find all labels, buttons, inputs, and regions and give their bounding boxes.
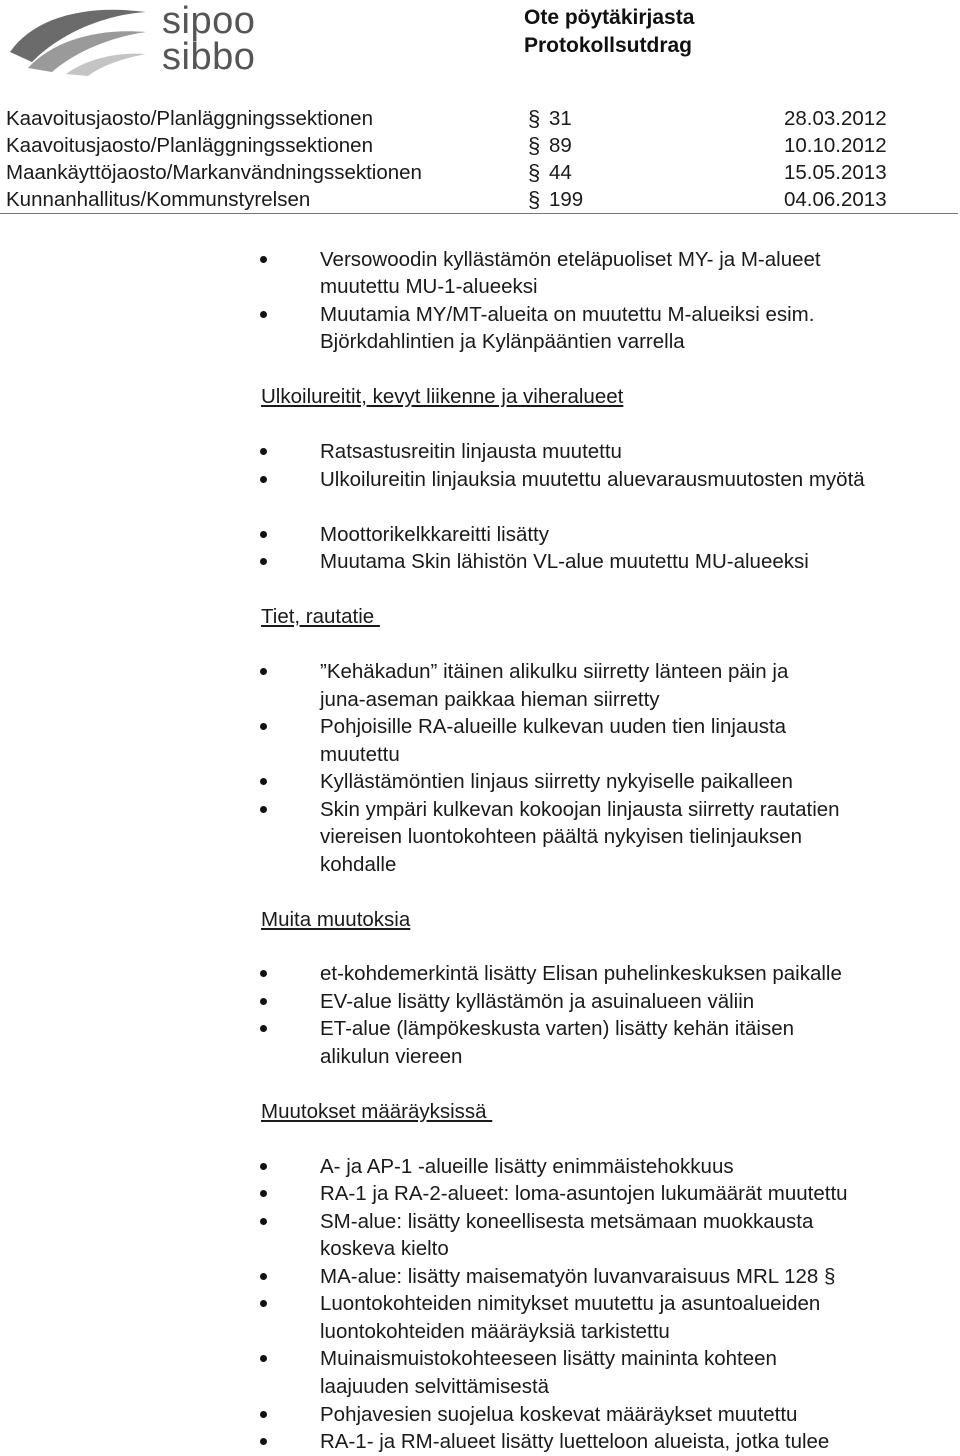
meeting-row bbox=[6, 105, 946, 132]
bullet-icon bbox=[260, 778, 267, 785]
list-item-line: RA-1 ja RA-2-alueet: loma-asuntojen lukumäärät muutettu bbox=[320, 1182, 848, 1205]
meeting-date: 15.05.2013 bbox=[784, 161, 887, 184]
bullet-icon bbox=[260, 1218, 267, 1225]
bullet-icon bbox=[260, 970, 267, 977]
header-divider bbox=[0, 213, 958, 214]
list-item-line: SM-alue: lisätty koneellisesta metsämaan muokkausta bbox=[320, 1210, 814, 1233]
list-item-line: Björkdahlintien ja Kylänpääntien varrella bbox=[320, 330, 685, 353]
list-item-line: laajuuden selvittämisestä bbox=[320, 1375, 550, 1398]
meeting-row bbox=[6, 186, 946, 213]
list-item-line: Pohjoisille RA-alueille kulkevan uuden tien linjausta bbox=[320, 715, 787, 738]
list-item-line: et-kohdemerkintä lisätty Elisan puhelinkeskuksen paikalle bbox=[320, 962, 842, 985]
meeting-date: 28.03.2012 bbox=[784, 107, 887, 130]
section-heading: Muita muutoksia bbox=[261, 908, 411, 931]
list-item-line: Muutama Skin lähistön VL-alue muutettu MU-alueeksi bbox=[320, 550, 809, 573]
list-item-line: koskeva kielto bbox=[320, 1237, 449, 1260]
committee-name: Kaavoitusjaosto/Planläggningssektionen bbox=[6, 134, 373, 157]
bullet-icon bbox=[260, 1163, 267, 1170]
meeting-row bbox=[6, 159, 946, 186]
list-item-line: muutettu bbox=[320, 743, 400, 766]
committee-name: Maankäyttöjaosto/Markanvändningssektionen bbox=[6, 161, 422, 184]
list-item-line: Skin ympäri kulkevan kokoojan linjausta siirretty rautatien bbox=[320, 798, 840, 821]
section-symbol: § bbox=[528, 133, 541, 158]
logo-text-finnish: sipoo bbox=[162, 0, 256, 42]
list-item-line: juna-aseman paikkaa hieman siirretty bbox=[320, 688, 660, 711]
list-item-line: Ulkoilureitin linjauksia muutettu aluevarausmuutosten myötä bbox=[320, 468, 865, 491]
bullet-icon bbox=[260, 1025, 267, 1032]
section-symbol: § bbox=[528, 160, 541, 185]
bullet-icon bbox=[260, 998, 267, 1005]
bullet-icon bbox=[260, 1355, 267, 1362]
section-number: 89 bbox=[549, 134, 572, 157]
list-item-line: kohdalle bbox=[320, 853, 397, 876]
bullet-icon bbox=[260, 448, 267, 455]
list-item-line: luontokohteiden määräyksiä tarkistettu bbox=[320, 1320, 670, 1343]
section-symbol: § bbox=[528, 106, 541, 131]
list-item-line: A- ja AP-1 -alueille lisätty enimmäistehokkuus bbox=[320, 1155, 734, 1178]
meeting-date: 04.06.2013 bbox=[784, 188, 887, 211]
bullet-icon bbox=[260, 723, 267, 730]
bullet-icon bbox=[260, 256, 267, 263]
section-number: 44 bbox=[549, 161, 572, 184]
bullet-icon bbox=[260, 1438, 267, 1445]
section-heading: Tiet, rautatie bbox=[261, 605, 380, 628]
section-number: 31 bbox=[549, 107, 572, 130]
bullet-icon bbox=[260, 531, 267, 538]
section-heading: Ulkoilureitit, kevyt liikenne ja viheralueet bbox=[261, 385, 624, 408]
list-item-line: Muinaismuistokohteeseen lisätty maininta kohteen bbox=[320, 1347, 777, 1370]
list-item-line: MA-alue: lisätty maisematyön luvanvaraisuus MRL 128 § bbox=[320, 1265, 836, 1288]
bullet-icon bbox=[260, 311, 267, 318]
list-item-line: alikulun viereen bbox=[320, 1045, 463, 1068]
bullet-icon bbox=[260, 558, 267, 565]
list-item-line: Luontokohteiden nimitykset muutettu ja asuntoalueiden bbox=[320, 1292, 821, 1315]
section-symbol: § bbox=[528, 187, 541, 212]
committee-name: Kaavoitusjaosto/Planläggningssektionen bbox=[6, 107, 373, 130]
document-title-swedish: Protokollsutdrag bbox=[524, 34, 693, 57]
list-item-line: Moottorikelkkareitti lisätty bbox=[320, 523, 549, 546]
bullet-icon bbox=[260, 1300, 267, 1307]
list-item-line: muutettu MU-1-alueeksi bbox=[320, 275, 538, 298]
list-item-line: Kyllästämöntien linjaus siirretty nykyiselle paikalleen bbox=[320, 770, 793, 793]
committee-name: Kunnanhallitus/Kommunstyrelsen bbox=[6, 188, 311, 211]
list-item-line: EV-alue lisätty kyllästämön ja asuinalueen väliin bbox=[320, 990, 755, 1013]
list-item-line: ET-alue (lämpökeskusta varten) lisätty kehän itäisen bbox=[320, 1017, 795, 1040]
bullet-icon bbox=[260, 476, 267, 483]
bullet-icon bbox=[260, 806, 267, 813]
list-item-line: Versowoodin kyllästämön eteläpuoliset MY- ja M-alueet bbox=[320, 248, 821, 271]
list-item-line: Muutamia MY/MT-alueita on muutettu M-alueiksi esim. bbox=[320, 303, 815, 326]
bullet-icon bbox=[260, 1190, 267, 1197]
list-item-line: RA-1- ja RM-alueet lisätty luetteloon alueista, jotka tulee bbox=[320, 1430, 830, 1453]
meeting-date: 10.10.2012 bbox=[784, 134, 887, 157]
bullet-icon bbox=[260, 1273, 267, 1280]
section-heading: Muutokset määräyksissä bbox=[261, 1100, 493, 1123]
bullet-icon bbox=[260, 1411, 267, 1418]
document-title-finnish: Ote pöytäkirjasta bbox=[524, 6, 695, 29]
section-number: 199 bbox=[549, 188, 584, 211]
bullet-icon bbox=[260, 668, 267, 675]
logo-text-swedish: sibbo bbox=[162, 36, 256, 78]
list-item-line: ”Kehäkadun” itäinen alikulku siirretty länteen päin ja bbox=[320, 660, 789, 683]
list-item-line: Ratsastusreitin linjausta muutettu bbox=[320, 440, 622, 463]
meeting-row bbox=[6, 132, 946, 159]
list-item-line: Pohjavesien suojelua koskevat määräykset muutettu bbox=[320, 1403, 798, 1426]
list-item-line: viereisen luontokohteen päältä nykyisen tielinjauksen bbox=[320, 825, 803, 848]
